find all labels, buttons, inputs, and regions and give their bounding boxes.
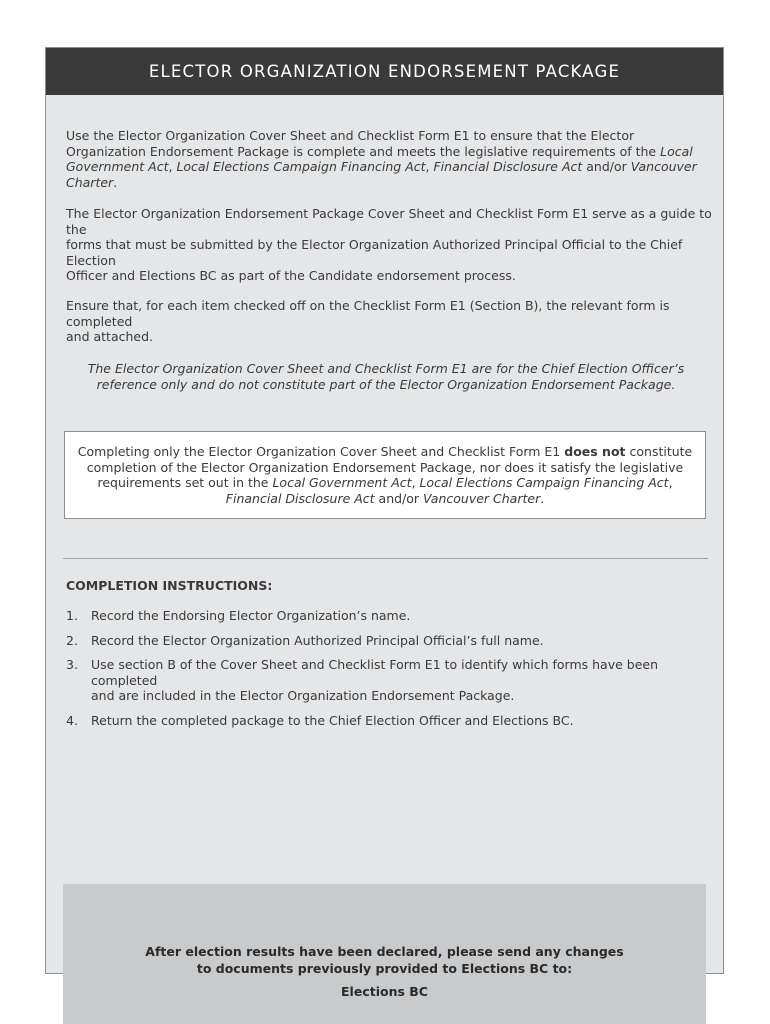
act-name: Local Elections Campaign Financing Act <box>176 159 426 174</box>
text-line <box>65 491 705 507</box>
page-title: ELECTOR ORGANIZATION ENDORSEMENT PACKAGE <box>46 48 723 95</box>
organization-name: Elections BC <box>341 984 428 999</box>
text: Use the Elector Organization Cover Sheet and Checklist Form E1 to ensure that the Elector Organization Endorsement Package is complete and meets the legislative requirements of the <box>66 128 661 159</box>
act-name: Local Elections Campaign Financing Act <box>419 475 669 490</box>
intro-paragraph-2 <box>66 206 716 284</box>
text-line: After election results have been declared, please send any changes <box>145 944 624 959</box>
item-text: Record the Endorsing Elector Organization’s name. <box>91 608 411 623</box>
act-name: Vancouver Charter <box>423 490 541 506</box>
contact-footer <box>63 884 706 1024</box>
list-item <box>66 713 711 729</box>
intro-paragraph-3 <box>66 298 716 345</box>
footer-message <box>63 944 706 977</box>
act-name: Local Government Act <box>272 475 412 490</box>
text-line <box>65 475 705 491</box>
text: . <box>540 490 545 506</box>
item-number: 2. <box>66 632 78 648</box>
text-line <box>65 444 705 460</box>
text: requirements set out in the <box>97 475 273 490</box>
act-name: Local Government Act <box>66 143 693 174</box>
act-name: Financial Disclosure Act <box>225 490 375 506</box>
text-line: reference only and do not constitute part of the Elector Organization Endorsement Package. <box>96 376 676 392</box>
item-text <box>91 657 711 704</box>
list-item <box>66 633 711 649</box>
item-number: 1. <box>66 608 78 623</box>
text: , <box>668 475 673 490</box>
instructions-title: COMPLETION INSTRUCTIONS: <box>66 578 273 593</box>
text-line: and are included in the Elector Organization Endorsement Package. <box>91 688 515 703</box>
reference-note <box>61 361 711 392</box>
text: and/or <box>374 490 424 506</box>
text-line: to documents previously provided to Elections BC to: <box>196 960 573 976</box>
text-line: completion of the Elector Organization Endorsement Package, nor does it satisfy the legislative <box>86 459 684 475</box>
text: . <box>113 174 118 190</box>
intro-paragraph-1 <box>66 128 716 190</box>
act-name: Vancouver Charter <box>66 159 697 190</box>
text-line: The Elector Organization Cover Sheet and Checklist Form E1 are for the Chief Election Officer’s <box>87 361 685 376</box>
text-line: Use section B of the Cover Sheet and Checklist Form E1 to identify which forms have been completed <box>91 657 658 688</box>
notice-box <box>64 431 706 519</box>
item-number: 4. <box>66 712 78 728</box>
text-line: The Elector Organization Endorsement Package Cover Sheet and Checklist Form E1 serve as a guide to the <box>66 206 712 237</box>
act-name: Financial Disclosure Act <box>433 159 583 174</box>
item-text: Return the completed package to the Chief Election Officer and Elections BC. <box>91 712 574 728</box>
text-line: and attached. <box>66 329 154 344</box>
text-line: Ensure that, for each item checked off on the Checklist Form E1 (Section B), the relevant form is completed <box>66 298 670 329</box>
instructions-list <box>66 608 711 737</box>
text-line: forms that must be submitted by the Elector Organization Authorized Principal Official to the Chief Election <box>66 237 683 268</box>
item-text: Record the Elector Organization Authorized Principal Official’s full name. <box>91 632 544 648</box>
text: constitute <box>625 444 693 459</box>
text: , <box>411 475 420 490</box>
document-frame <box>45 47 724 974</box>
item-number: 3. <box>66 657 78 672</box>
divider <box>63 558 708 559</box>
text-line: Officer and Elections BC as part of the Candidate endorsement process. <box>66 268 516 283</box>
list-item <box>66 608 711 624</box>
text: , <box>168 159 177 174</box>
list-item <box>66 657 711 704</box>
text: and/or <box>582 159 631 174</box>
text: , <box>425 159 434 174</box>
text: Completing only the Elector Organization Cover Sheet and Checklist Form E1 <box>77 444 565 459</box>
emphasis: does not <box>564 444 626 459</box>
